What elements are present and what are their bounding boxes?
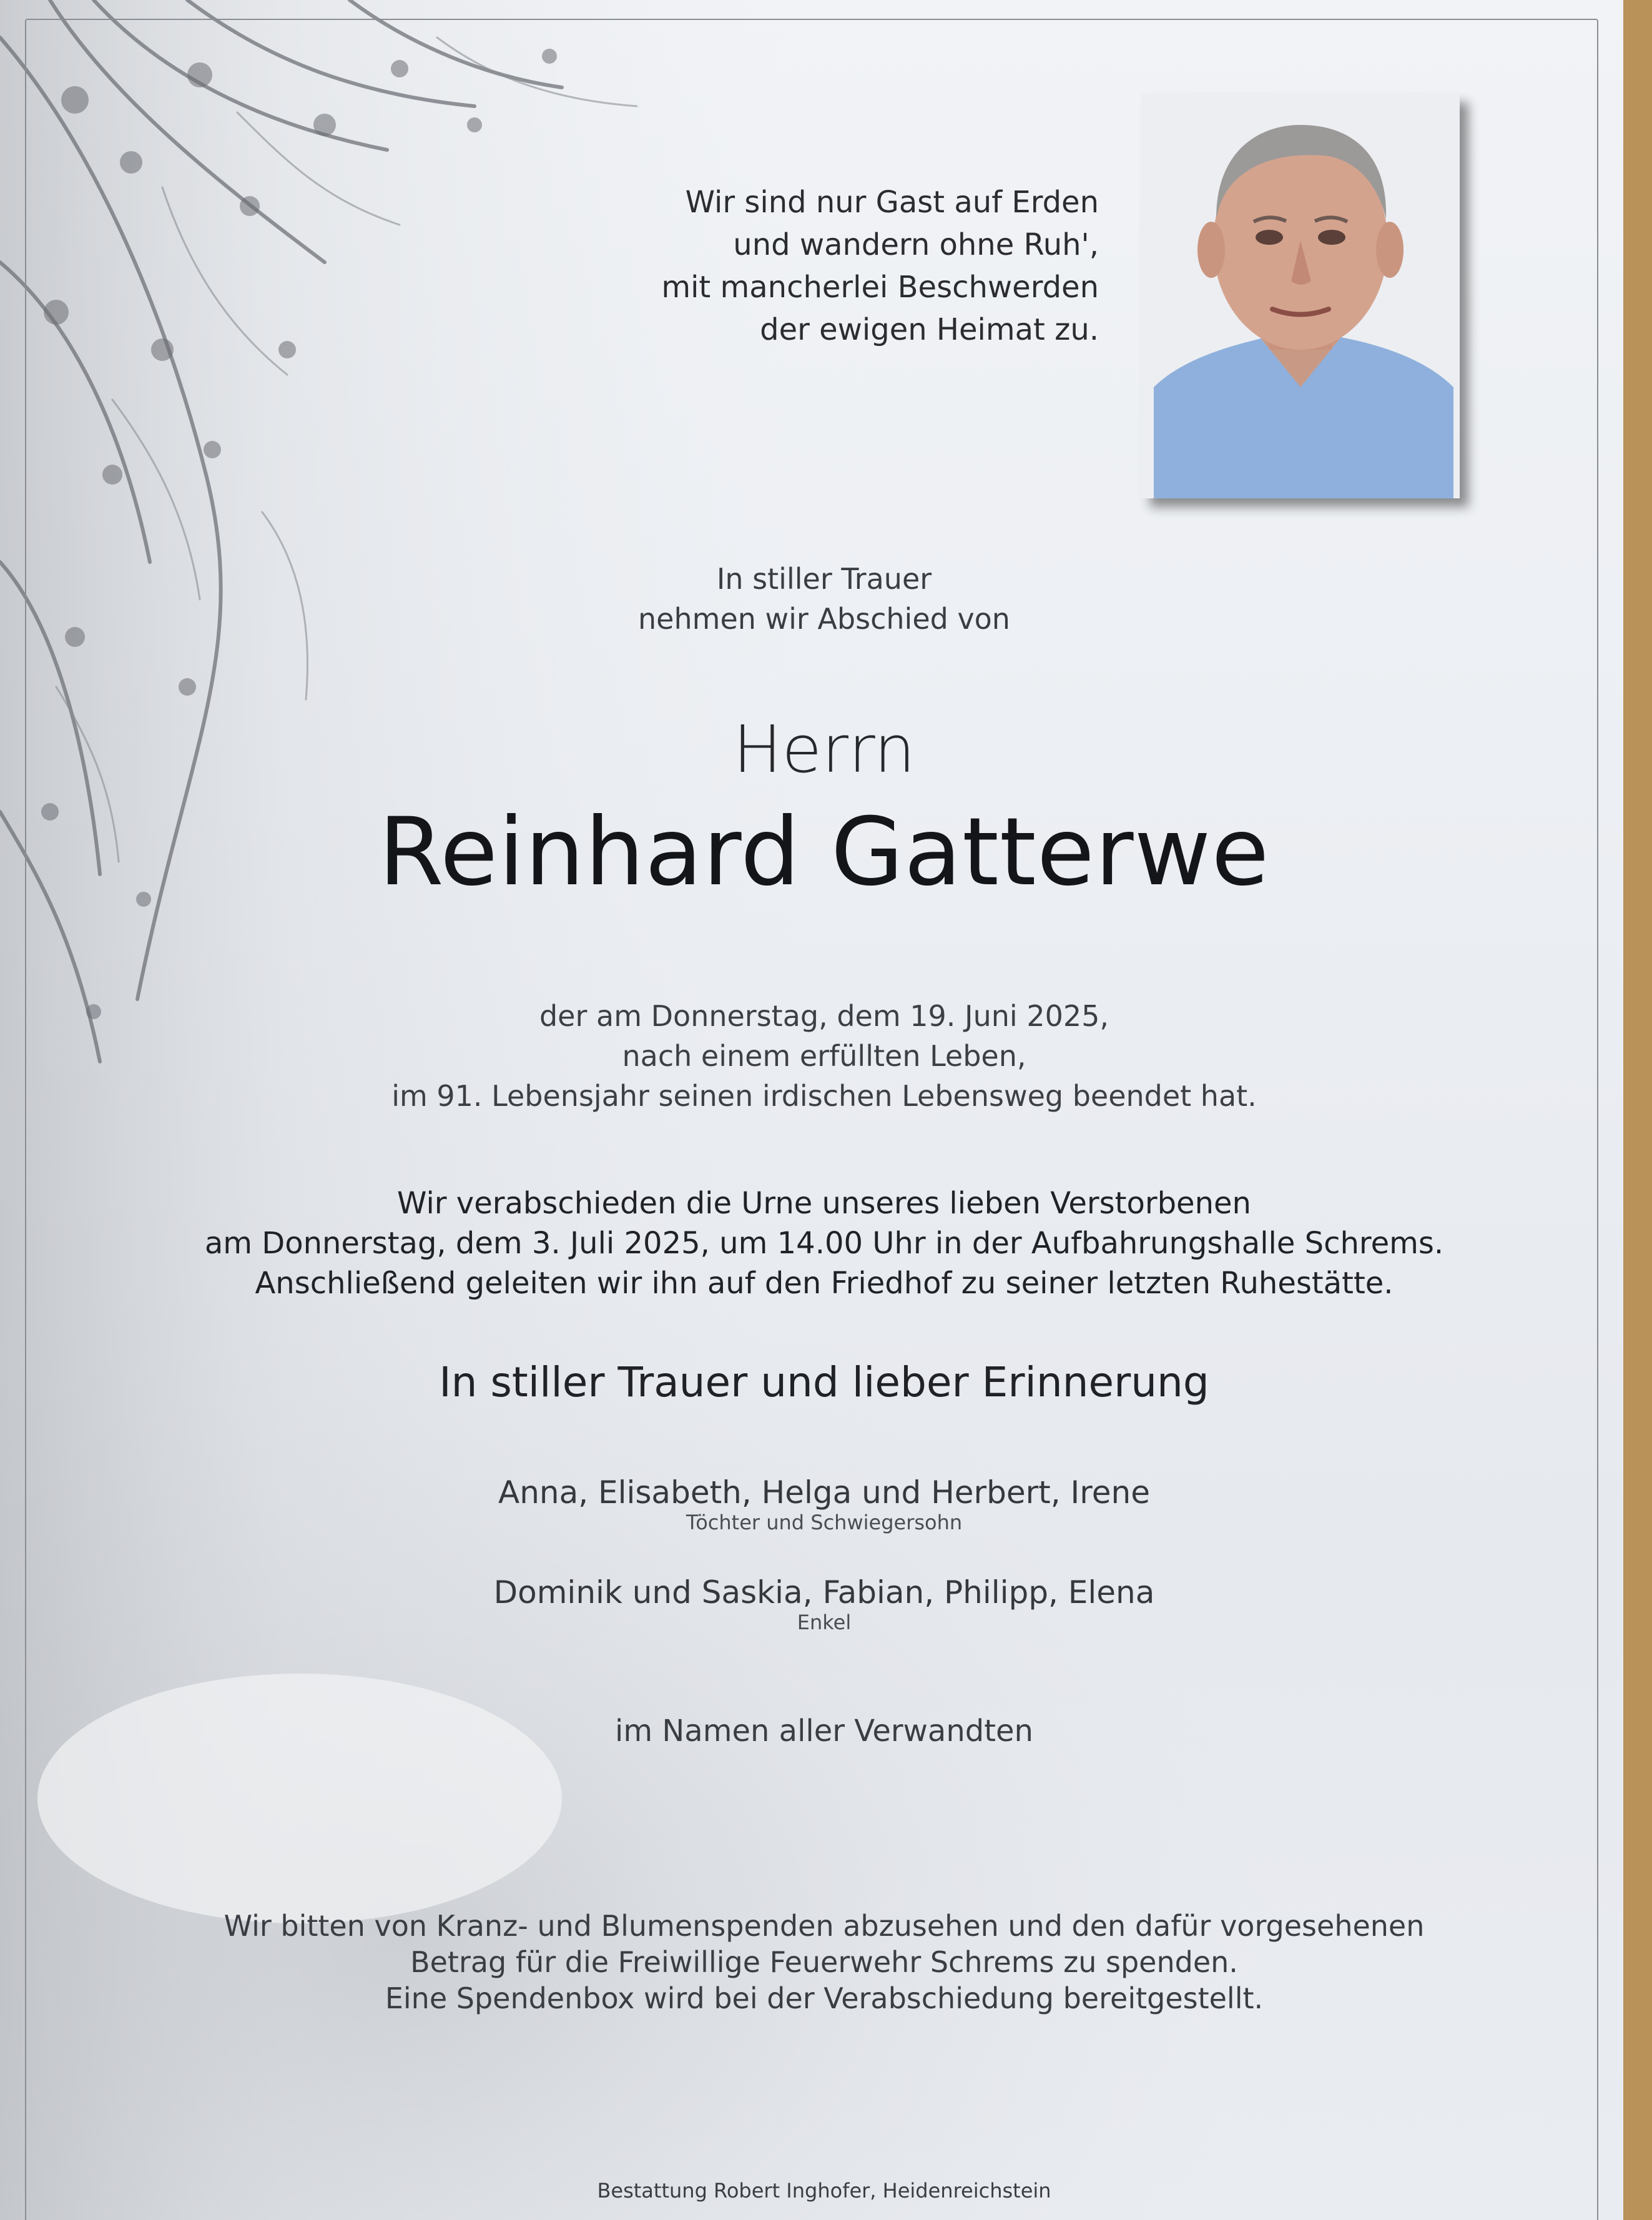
request-line: Betrag für die Freiwillige Feuerwehr Schrems zu spenden. bbox=[410, 1945, 1238, 1979]
family-group bbox=[0, 1474, 1623, 1534]
intro-line: In stiller Trauer bbox=[716, 562, 932, 596]
request-line: Wir bitten von Kranz- und Blumenspenden abzusehen und den dafür vorgesehenen bbox=[224, 1909, 1425, 1943]
death-info-line: der am Donnerstag, dem 19. Juni 2025, bbox=[539, 999, 1109, 1033]
family-role: Töchter und Schwiegersohn bbox=[686, 1511, 963, 1534]
mourning-heading: In stiller Trauer und lieber Erinnerung bbox=[439, 1358, 1209, 1406]
family-names: Dominik und Saskia, Fabian, Philipp, Elena bbox=[493, 1574, 1155, 1611]
undertaker-credit: Bestattung Robert Inghofer, Heidenreichstein bbox=[597, 2179, 1051, 2203]
intro-line: nehmen wir Abschied von bbox=[638, 602, 1010, 636]
ceremony-line: Wir verabschieden die Urne unseres lieben Verstorbenen bbox=[397, 1186, 1251, 1221]
family-role: Enkel bbox=[797, 1611, 852, 1634]
deceased-name: Reinhard Gatterwe bbox=[378, 798, 1270, 907]
death-info bbox=[0, 996, 1623, 1116]
ceremony-line: am Donnerstag, dem 3. Juli 2025, um 14.00 Uhr in der Aufbahrungshalle Schrems. bbox=[204, 1226, 1444, 1261]
poem-line: und wandern ohne Ruh', bbox=[733, 227, 1099, 262]
ceremony-info bbox=[0, 1183, 1623, 1303]
poem bbox=[474, 181, 1099, 351]
poem-line: Wir sind nur Gast auf Erden bbox=[685, 185, 1099, 220]
poem-line: mit mancherlei Beschwerden bbox=[661, 270, 1099, 305]
ceremony-line: Anschließend geleiten wir ihn auf den Friedhof zu seiner letzten Ruhestätte. bbox=[255, 1266, 1394, 1301]
death-info-line: nach einem erfüllten Leben, bbox=[622, 1039, 1026, 1073]
salutation: Herrn bbox=[733, 711, 915, 787]
family-names: Anna, Elisabeth, Helga und Herbert, Irene bbox=[498, 1474, 1150, 1511]
poem-line: der ewigen Heimat zu. bbox=[760, 312, 1099, 347]
relatives-line: im Namen aller Verwandten bbox=[615, 1714, 1033, 1749]
family-group bbox=[0, 1574, 1623, 1634]
death-info-line: im 91. Lebensjahr seinen irdischen Lebensweg beendet hat. bbox=[391, 1079, 1257, 1113]
portrait-photo bbox=[1141, 94, 1460, 498]
donation-request bbox=[0, 1908, 1623, 2016]
intro-text bbox=[0, 559, 1623, 639]
portrait-illustration bbox=[1141, 94, 1460, 498]
request-line: Eine Spendenbox wird bei der Verabschiedung bereitgestellt. bbox=[385, 1981, 1264, 2015]
